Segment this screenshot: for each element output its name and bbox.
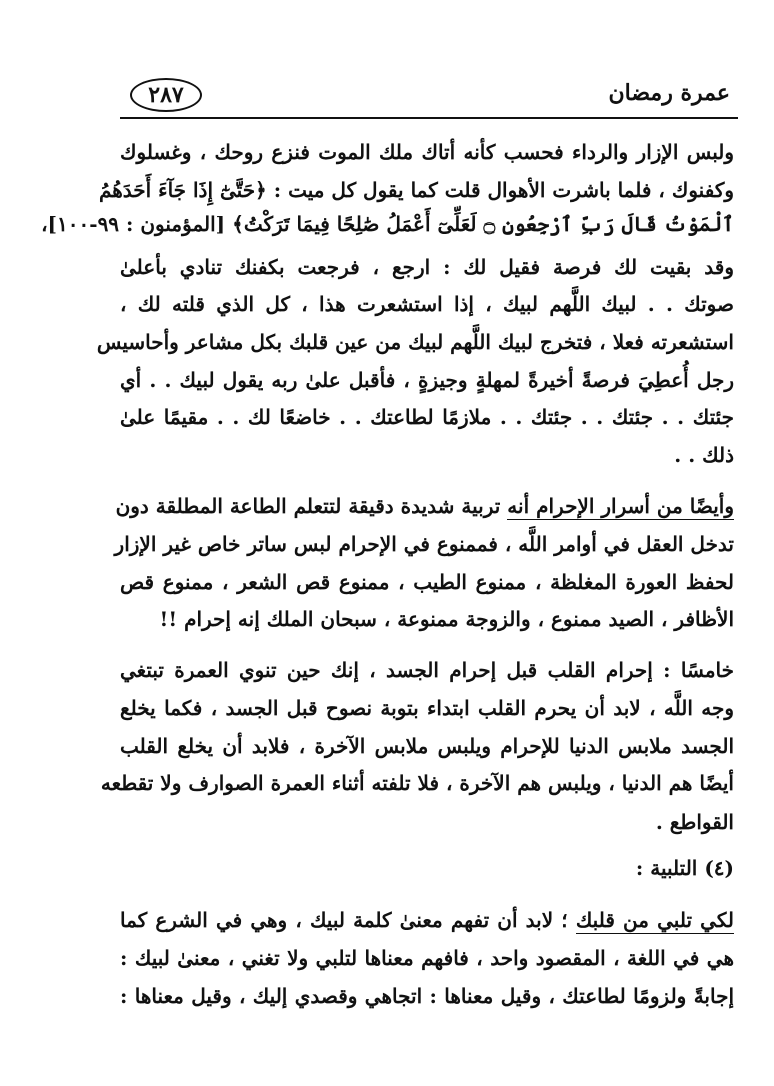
page-number-badge (130, 78, 202, 112)
text-line: تدخل العقل في أوامر اللَّه ، فممنوع في الإحرام لبس ساتر خاص غير الإزار (114, 532, 734, 556)
text-line: استشعرته فعلا ، فتخرج لبيك اللَّهم لبيك من عين قلبك بكل مشاعر وأحاسيس (96, 330, 734, 354)
underlined-phrase: لكي تلبي من قلبك (575, 908, 734, 932)
text-line: خامسًا : إحرام القلب قبل إحرام الجسد ، إنك حين تنوي العمرة تبتغي (120, 658, 734, 682)
text-line: الجسد ملابس الدنيا للإحرام ويلبس ملابس الآخرة ، فلابد أن يخلع القلب (120, 734, 734, 758)
text-line: وأيضًا من أسرار الإحرام أنه تربية شديدة دقيقة لتتعلم الطاعة المطلقة دون (115, 494, 734, 518)
text-line: لحفظ العورة المغلظة ، ممنوع الطيب ، ممنوع قص الشعر ، ممنوع قص (120, 570, 734, 594)
text-line: وجه اللَّه ، لابد أن يحرم القلب ابتداء بتوبة نصوح قبل الجسد ، فكما يخلع (120, 696, 734, 720)
text-line: أيضًا هم الدنيا ، ويلبس هم الآخرة ، فلا تلفته أثناء العمرة الصوارف ولا تقطعه (100, 771, 734, 795)
page-number: ٢٨٧ (148, 82, 184, 108)
text-line: صوتك . . لبيك اللَّهم لبيك ، إذا استشعرت هذا ، كل الذي قلته لك ، (120, 292, 734, 316)
quran-verse-line: ٱلْمَوْتُ قَالَ رَبِّ ٱرْجِعُونِ ۝ لَعَلِّىٓ أَعْمَلُ صَٰلِحًا فِيمَا تَرَكْتُ﴾ [المؤمنون : ٩٩-١٠٠]، (41, 212, 734, 236)
running-header-title: عمرة رمضان (608, 80, 730, 106)
text-line: لكي تلبي من قلبك ؛ لابد أن تفهم معنىٰ كلمة لبيك ، وهي في الشرع كما (120, 908, 734, 932)
text-line: هي في اللغة ، المقصود واحد ، فافهم معناها لتلبي ولا تغني ، معنىٰ لبيك : (120, 946, 734, 970)
underlined-phrase: وأيضًا من أسرار الإحرام أنه (507, 494, 734, 518)
header-rule (120, 117, 738, 119)
text-line: الأظافر ، الصيد ممنوع ، والزوجة ممنوعة ، سبحان الملك إنه إحرام !! (159, 607, 734, 631)
section-heading: (٤) التلبية : (635, 856, 734, 880)
text-line: وقد بقيت لك فرصة فقيل لك : ارجع ، فرجعت بكفنك تنادي بأعلىٰ (120, 255, 734, 279)
text-line: جئتك . . جئتك . . جئتك . . ملازمًا لطاعتك . . خاضعًا لك . . مقيمًا علىٰ (120, 405, 734, 429)
text-line: إجابةً ولزومًا لطاعتك ، وقيل معناها : اتجاهي وقصدي إليك ، وقيل معناها : (120, 984, 734, 1008)
text-line: رجل أُعطِيَ فرصةً أخيرةً لمهلةٍ وجيزةٍ ، فأقبل علىٰ ربه يقول لبيك . . أي (120, 368, 734, 392)
text-line: القواطع . (655, 810, 734, 834)
text-line: وكفنوك ، فلما باشرت الأهوال قلت كما يقول كل ميت : ﴿حَتَّىٰٓ إِذَا جَآءَ أَحَدَهُمُ (98, 178, 734, 202)
text-line: ذلك . . (674, 443, 734, 467)
text-line: ولبس الإزار والرداء فحسب كأنه أتاك ملك الموت فنزع روحك ، وغسلوك (120, 140, 734, 164)
